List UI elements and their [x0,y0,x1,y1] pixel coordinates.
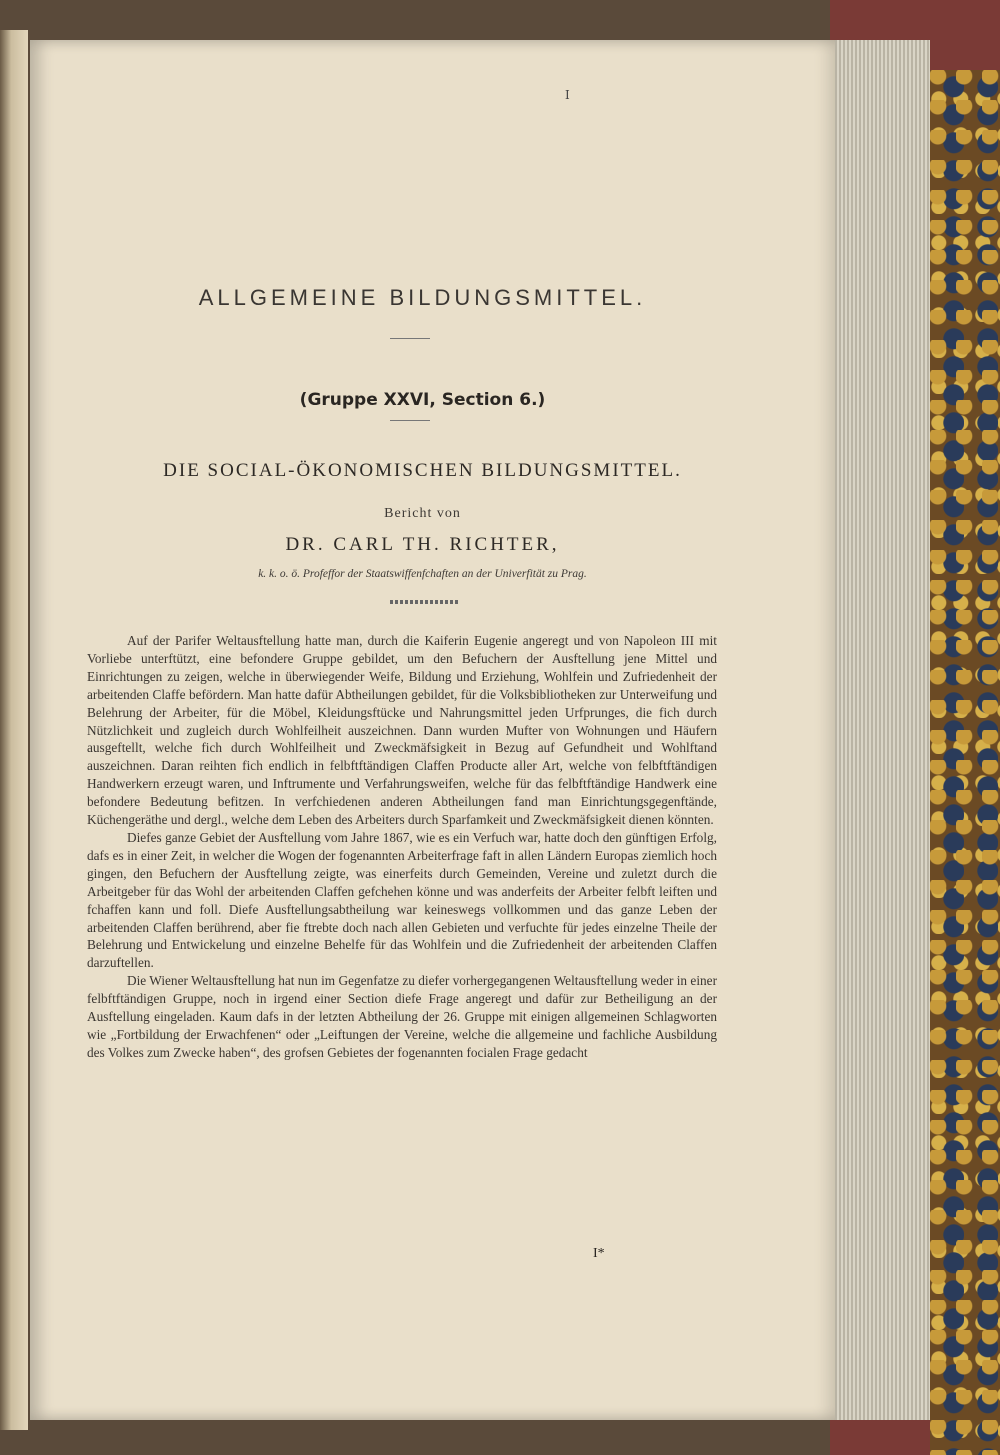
author-affiliation: k. k. o. ö. Profeffor der Staatswiffenfchaften an der Univerfität zu Prag. [258,568,587,580]
paragraph: Auf der Parifer Weltausftellung hatte man, durch die Kaiferin Eugenie angeregt und von Napoleon III mit Vorliebe unterftützt, eine befondere Gruppe gebildet, um den Befuchern der Ausftellung jene Mittel und Einrichtungen zu zeigen, welche in überwiegender Weife, Bildung und Erziehung, Wohlfein und Zufriedenheit der arbeitenden Claffe befördern. Man hatte dafür Abtheilungen gebildet, für die Volksbibliotheken zur Unterweifung und Belehrung der Arbeiter, für die Möbel, Kleidungsftücke und Nahrungsmittel jeden Urfprunges, die fich durch Nützlichkeit und zugleich durch Wohlfeilheit auszeichnen. Dann wurden Mufter von Wohnungen und Häufern ausgeftellt, welche fich durch Wohlfeilheit und Zweckmäfsigkeit in Bezug auf Gefundheit und Wohlftand auszeichnen. Daran reihten fich endlich in felbftftändigen Claffen Producte aller Art, welche von felbftftändigen Handwerkern erzeugt waren, und Inftrumente und Verfahrungsweifen, welche für das felbftftändige Handwerk eine befondere Bedeutung befitzen. In verfchiedenen anderen Abtheilungen fand man Einrichtungsgegenftände, Küchengeräthe und dergl., welche dem Leben des Arbeiters durch Sparfamkeit und Zweckmäfsigkeit dienen könnten. [87,633,717,828]
author-name: DR. CARL TH. RICHTER, [285,534,560,555]
paragraph: Die Wiener Weltausftellung hat nun im Gegenfatze zu diefer vorhergegangenen Weltausftellung weder in einer felbftftändigen Gruppe, noch in irgend einer Section diefe Frage angeregt und dafür zur Betheiligung an der Ausftellung eingeladen. Kaum dafs in der letzten Abtheilung der 26. Gruppe mit einigen allgemeinen Schlagworten wie „Fortbildung der Erwachfenen“ oder „Leiftungen der Vereine, welche die allgemeine und fachliche Ausbildung des Volkes zum Zwecke haben“, des grofsen Gebietes der fogenannten focialen Frage gedacht [87,973,717,1060]
title-rule [390,338,430,339]
marbled-cover [930,70,1000,1455]
page-number: I [565,88,570,102]
group-label: (Gruppe XXVI, Section 6.) [299,390,546,410]
book-page [30,40,835,1420]
page-edges [835,40,930,1420]
main-title: ALLGEMEINE BILDUNGSMITTEL. [198,285,647,310]
report-by: Bericht von [384,506,461,521]
paragraph: Diefes ganze Gebiet der Ausftellung vom Jahre 1867, wie es ein Verfuch war, hatte doch den günftigen Erfolg, dafs es in einer Zeit, in welcher die Wogen der fogenannten Arbeiterfrage faft in allen Ländern Europas ziemlich hoch gingen, den Befuchern der Ausftellung zeigte, was einerfeits durch Gemeinden, Vereine und zuletzt durch die Arbeitgeber für das Wohl der arbeitenden Claffen gefchehen könne und was anderfeits der Arbeiter felbft leiften und fchaffen kann und foll. Diefe Ausftellungsabtheilung war keineswegs vollkommen und das ganze Leben der arbeitenden Claffen berührend, aber fie ftrebte doch nach allen Gebieten und verfuchte für jedes einzelne Theile der Belehrung und Entwickelung und einzelne Behelfe für das Wohlfein und die Zufriedenheit der arbeitenden Claffen darzuftellen. [87,829,717,971]
sub-title: DIE SOCIAL-ÖKONOMISCHEN BILDUNGSMITTEL. [163,460,682,481]
signature-mark: I* [593,1246,605,1261]
left-page-edge [0,30,28,1430]
ornament-divider [390,600,460,604]
group-rule [390,420,430,421]
body-text [87,632,717,1062]
